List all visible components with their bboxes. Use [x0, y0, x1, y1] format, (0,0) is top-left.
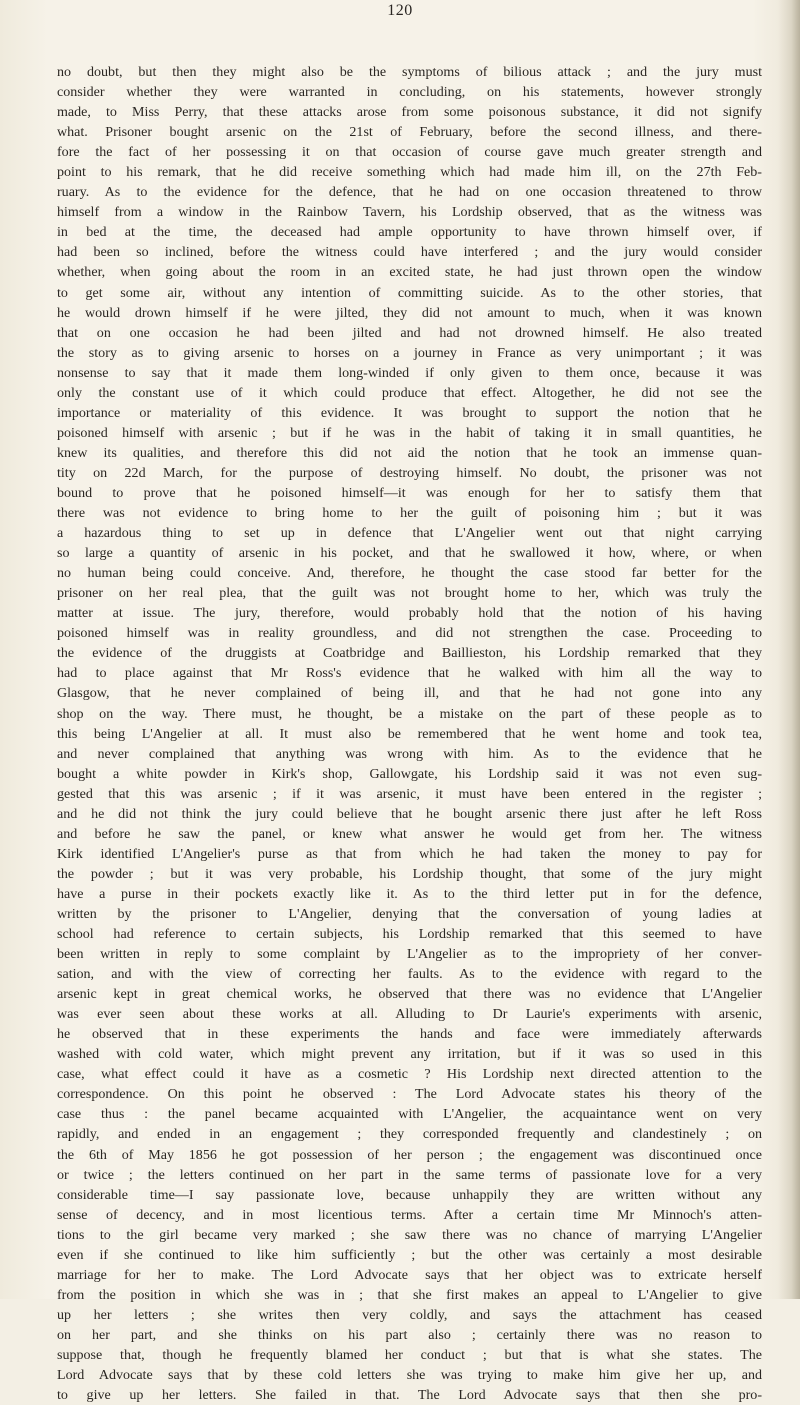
text-line: ruary. As to the evidence for the defence, that he had on one occasion threatened to throw	[57, 184, 762, 201]
text-line: to get some air, without any intention of committing suicide. As to the other stories, that	[57, 284, 762, 301]
text-line: that on one occasion he had been jilted and had not drowned himself. He also treated	[57, 324, 762, 341]
text-line: or twice ; the letters continued on her part in the same terms of passionate love for a very	[57, 1166, 762, 1183]
body-text	[57, 62, 762, 1405]
text-line: he observed that in these experiments the hands and face were immediately afterwards	[57, 1026, 762, 1043]
text-line: from the position in which she was in ; that she first makes an appeal to L'Angelier to give	[57, 1286, 762, 1303]
text-line: was ever seen about these works at all. Alluding to Dr Laurie's experiments with arsenic,	[57, 1006, 762, 1023]
text-line: arsenic kept in great chemical works, he observed that there was no evidence that L'Angelier	[57, 986, 762, 1003]
page-number: 120	[387, 2, 413, 19]
text-line: fore the fact of her possessing it on that occasion of course gave much greater strength and	[57, 144, 762, 161]
text-line: prisoner on her real plea, that the guilt was not brought home to her, which was truly the	[57, 585, 762, 602]
text-line: gested that this was arsenic ; if it was arsenic, it must have been entered in the register ;	[57, 785, 762, 802]
text-line: and before he saw the panel, or knew what answer he would get from her. The witness	[57, 825, 762, 842]
text-line: a hazardous thing to set up in defence that L'Angelier went out that night carrying	[57, 525, 762, 542]
text-line: in bed at the time, the deceased had ample opportunity to have thrown himself over, if	[57, 224, 762, 241]
text-line: the powder ; but it was very probable, his Lordship thought, that some of the jury might	[57, 865, 762, 882]
text-line: washed with cold water, which might prevent any irritation, but if it was so used in this	[57, 1046, 762, 1063]
text-line: on her part, and she thinks on his part also ; certainly there was no reason to	[57, 1326, 762, 1343]
text-line: case, what effect could it have as a cosmetic ? His Lordship next directed attention to the	[57, 1066, 762, 1083]
text-line: this being L'Angelier at all. It must also be remembered that he went home and took tea,	[57, 725, 762, 742]
text-line: and he did not think the jury could believe that he bought arsenic there just after he left Ross	[57, 805, 762, 822]
text-line: been written in reply to some complaint by L'Angelier as to the impropriety of her conver-	[57, 946, 762, 963]
text-line: school had reference to certain subjects, his Lordship remarked that this seemed to have	[57, 926, 762, 943]
text-line: Lord Advocate says that by these cold letters she was trying to make him give her up, and	[57, 1367, 762, 1384]
text-line: to give up her letters. She failed in that. The Lord Advocate says that then she pro-	[57, 1387, 762, 1404]
text-line: case thus : the panel became acquainted with L'Angelier, the acquaintance went on very	[57, 1106, 762, 1123]
text-line: importance or materiality of this evidence. It was brought to support the notion that he	[57, 404, 762, 421]
text-line: sation, and with the view of correcting her faults. As to the evidence with regard to the	[57, 966, 762, 983]
text-line: no doubt, but then they might also be the symptoms of bilious attack ; and the jury must	[57, 64, 762, 80]
text-line: what. Prisoner bought arsenic on the 21st of February, before the second illness, and there-	[57, 124, 762, 141]
text-line: shop on the way. There must, he thought, be a mistake on the part of these people as to	[57, 705, 762, 722]
text-line: only the constant use of it which could produce that effect. Altogether, he did not see the	[57, 384, 762, 401]
text-line: even if she continued to like him sufficiently ; but the other was certainly a most desirable	[57, 1246, 762, 1263]
text-line: marriage for her to make. The Lord Advocate says that her object was to extricate herself	[57, 1266, 762, 1283]
text-line: rapidly, and ended in an engagement ; they corresponded frequently and clandestinely ; on	[57, 1126, 762, 1143]
text-line: had been so inclined, before the witness could have interfered ; and the jury would consider	[57, 244, 762, 261]
text-line: tity on 22d March, for the purpose of destroying himself. No doubt, the prisoner was not	[57, 464, 762, 481]
text-line: there was not evidence to bring home to her the guilt of poisoning him ; but it was	[57, 505, 762, 522]
text-line: up her letters ; she writes then very coldly, and says the attachment has ceased	[57, 1306, 762, 1323]
text-line: Glasgow, that he never complained of being ill, and that he had not gone into any	[57, 685, 762, 702]
text-line: have a purse in their pockets exactly like it. As to the third letter put in for the defence,	[57, 885, 762, 902]
text-line: written by the prisoner to L'Angelier, denying that the conversation of young ladies at	[57, 905, 762, 922]
text-line: suppose that, though he frequently blamed her conduct ; but that is what she states. The	[57, 1347, 762, 1363]
text-line: consider whether they were warranted in concluding, on his statements, however strongly	[57, 84, 762, 101]
text-line: the story as to giving arsenic to horses on a journey in France as very unimportant ; it was	[57, 344, 762, 361]
text-line: matter at issue. The jury, therefore, would probably hold that the notion of his having	[57, 605, 762, 622]
text-line: had to place against that Mr Ross's evidence that he walked with him all the way to	[57, 665, 762, 682]
text-line: no human being could conceive. And, therefore, he thought the case stood far better for the	[57, 565, 762, 582]
text-line: the evidence of the druggists at Coatbridge and Baillieston, his Lordship remarked that they	[57, 645, 762, 662]
text-line: himself from a window in the Rainbow Tavern, his Lordship observed, that as the witness was	[57, 204, 762, 221]
text-line: poisoned himself with arsenic ; but if he was in the habit of taking it in small quantities, he	[57, 424, 762, 441]
text-line: and never complained that anything was wrong with him. As to the evidence that he	[57, 745, 762, 762]
text-line: tions to the girl became very marked ; she saw there was no chance of marrying L'Angelier	[57, 1226, 762, 1243]
text-line: considerable time—I say passionate love, because unhappily they are written without any	[57, 1186, 762, 1203]
text-line: knew its qualities, and therefore this did not aid the notion that he took an immense quan-	[57, 444, 762, 461]
text-line: bound to prove that he poisoned himself—it was enough for her to satisfy them that	[57, 484, 762, 501]
text-line: poisoned himself was in reality groundless, and did not strengthen the case. Proceeding to	[57, 625, 762, 642]
text-line: sense of decency, and in most licentious terms. After a certain time Mr Minnoch's atten-	[57, 1206, 762, 1223]
text-line: whether, when going about the room in an excited state, he had just thrown open the window	[57, 264, 762, 281]
text-line: made, to Miss Perry, that these attacks arose from some poisonous substance, it did not signify	[57, 104, 762, 121]
text-line: bought a white powder in Kirk's shop, Gallowgate, his Lordship said it was not even sug-	[57, 765, 762, 782]
text-line: nonsense to say that it made them long-winded if only given to them once, because it was	[57, 364, 762, 381]
page-edge-shadow	[778, 0, 800, 1299]
text-line: so large a quantity of arsenic in his pocket, and that he swallowed it how, where, or when	[57, 545, 762, 562]
text-line: correspondence. On this point he observed : The Lord Advocate states his theory of the	[57, 1086, 762, 1103]
text-line: the 6th of May 1856 he got possession of her person ; the engagement was discontinued once	[57, 1146, 762, 1163]
text-line: point to his remark, that he did receive something which had made him ill, on the 27th Feb-	[57, 164, 762, 181]
text-line: Kirk identified L'Angelier's purse as that from which he had taken the money to pay for	[57, 845, 762, 862]
text-line: he would drown himself if he were jilted, they did not amount to much, when it was known	[57, 304, 762, 321]
